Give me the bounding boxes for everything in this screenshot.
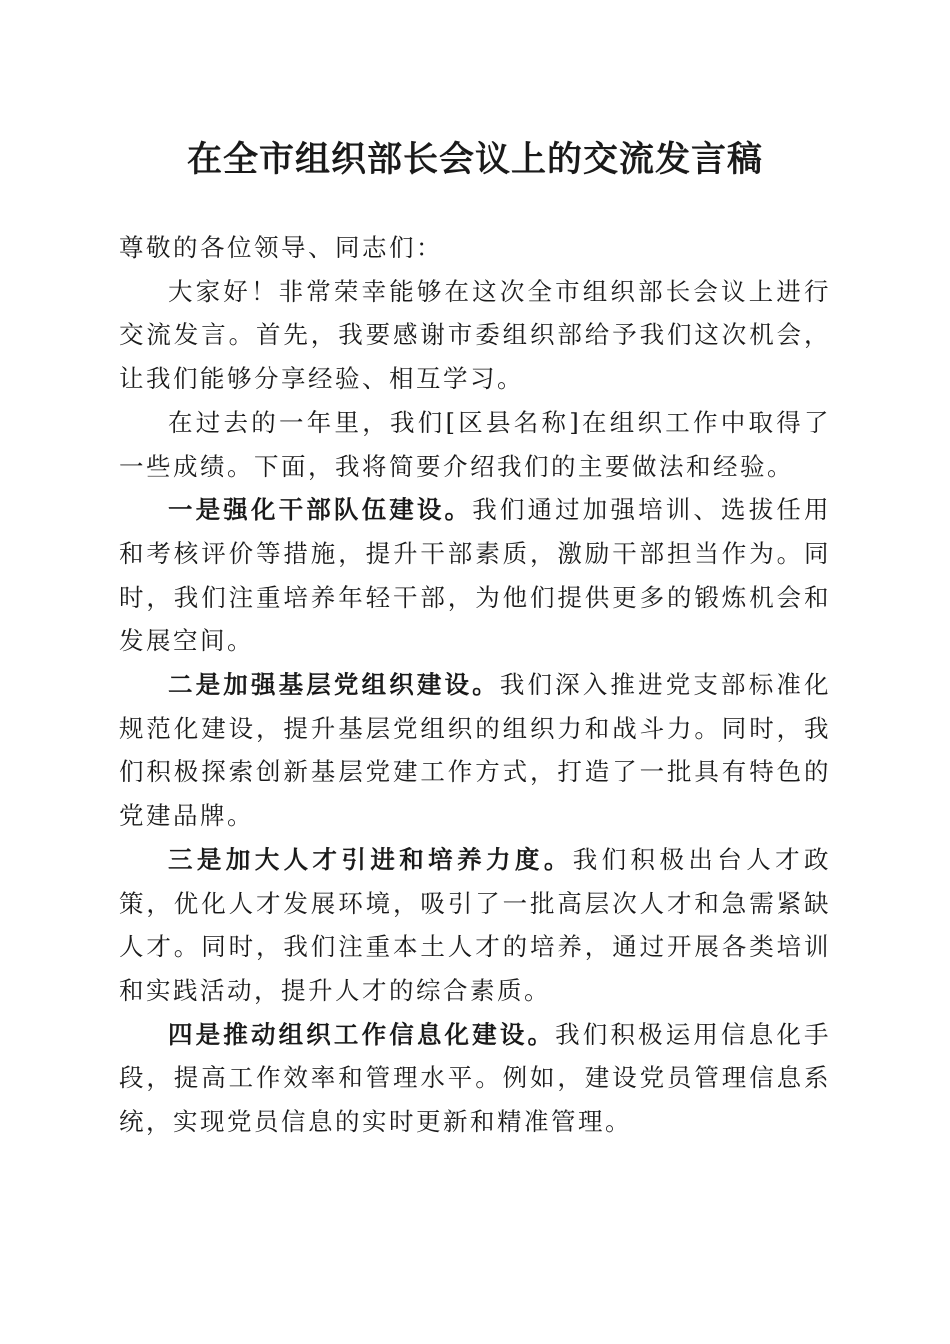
paragraph-lead: 一是强化干部队伍建设。 — [168, 495, 473, 525]
paragraph-text: 在过去的一年里，我们[区县名称]在组织工作中取得了一些成绩。下面，我将简要介绍我们的主要做法和经验。 — [119, 407, 831, 481]
document-body — [119, 226, 831, 1144]
paragraph-point-4 — [119, 1013, 831, 1144]
paragraph-text: 我们通过加强培训、选拔任用和考核评价等措施，提升干部素质，激励干部担当作为。同时，我们注重培养年轻干部，为他们提供更多的锻炼机会和发展空间。 — [119, 495, 832, 656]
paragraph-text: 大家好！非常荣幸能够在这次全市组织部长会议上进行交流发言。首先，我要感谢市委组织部给予我们这次机会，让我们能够分享经验、相互学习。 — [119, 276, 831, 394]
paragraph-point-3 — [119, 838, 831, 1013]
paragraph-lead: 四是推动组织工作信息化建设。 — [168, 1019, 556, 1049]
page-title: 在全市组织部长会议上的交流发言稿 — [186, 139, 763, 180]
paragraph-greeting — [119, 270, 831, 401]
paragraph-point-2 — [119, 663, 831, 838]
paragraph-point-1 — [119, 488, 831, 663]
paragraph-lead: 三是加大人才引进和培养力度。 — [168, 844, 573, 874]
paragraph-text: 我们积极运用信息化手段，提高工作效率和管理水平。例如，建设党员管理信息系统，实现党员信息的实时更新和精准管理。 — [119, 1019, 832, 1137]
paragraph-text: 我们深入推进党支部标准化规范化建设，提升基层党组织的组织力和战斗力。同时，我们积极探索创新基层党建工作方式，打造了一批具有特色的党建品牌。 — [119, 670, 832, 831]
paragraph-lead: 二是加强基层党组织建设。 — [168, 670, 500, 700]
paragraph-text: 我们积极出台人才政策，优化人才发展环境，吸引了一批高层次人才和急需紧缺人才。同时，我们注重本土人才的培养，通过开展各类培训和实践活动，提升人才的综合素质。 — [119, 844, 832, 1005]
paragraph-intro — [119, 401, 831, 488]
salutation: 尊敬的各位领导、同志们： — [119, 233, 443, 262]
